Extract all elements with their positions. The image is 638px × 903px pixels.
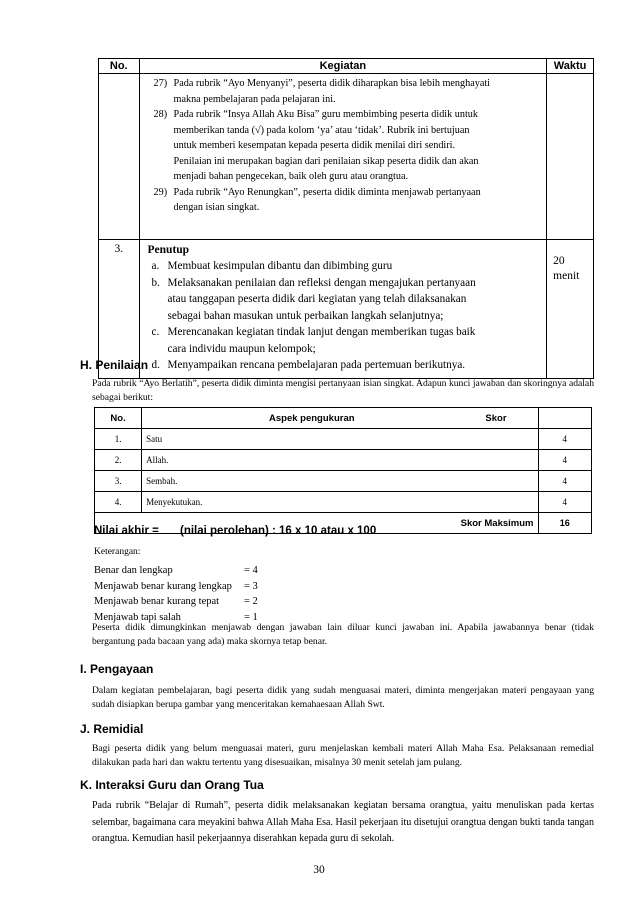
score-no: 4. <box>95 492 142 513</box>
score-no: 2. <box>95 450 142 471</box>
score-value: 4 <box>538 492 592 513</box>
table-row <box>95 450 592 471</box>
row-no: 3. <box>99 240 140 379</box>
penutup-title: Penutup <box>147 244 190 256</box>
activity-item <box>154 185 543 216</box>
activity-line: menjadi bahan pengecekan, baik oleh guru atau orangtua. <box>173 171 409 182</box>
penutup-line: Merencanakan kegiatan tindak lanjut dengan memberikan tugas baik <box>167 326 476 338</box>
activity-table-header <box>99 59 594 74</box>
header-no: No. <box>99 59 140 74</box>
table-row <box>95 471 592 492</box>
nilai-formula: (nilai perolehan) : 16 x 10 atau x 100 <box>180 525 377 537</box>
table-row <box>95 429 592 450</box>
section-heading-pengayaan: I. Pengayaan <box>80 662 154 676</box>
activity-item <box>154 76 543 107</box>
penutup-letter: b. <box>151 276 160 289</box>
penutup-line: Melaksanakan penilaian dan refleksi dengan mengajukan pertanyaan <box>167 276 476 289</box>
activity-item <box>154 107 543 185</box>
keterangan-score: = 1 <box>244 611 258 623</box>
waktu-value: 20 <box>553 255 565 267</box>
activity-line: Pada rubrik “Ayo Renungkan”, peserta didik diminta menjawab pertanyaan <box>173 186 481 198</box>
activity-line: dengan isian singkat. <box>173 202 260 213</box>
penutup-line: atau tanggapan peserta didik dari kegiatan yang telah dilaksanakan <box>167 293 467 305</box>
interaksi-text: Pada rubrik “Belajar di Rumah”, peserta didik melaksanakan kegiatan bersama orangtua, yaitu menuliskan pada kertas selembar, bagaimana cara meyakini bahwa Allah Maha Esa. Hasil pekerjaan itu disetujui orangtua dengan bukti tanda tangan orangtua. Kemudian hasil pekerjaannya diserahkan kepada guru di sekolah. <box>92 800 594 844</box>
activity-text <box>174 185 481 216</box>
pengayaan-text: Dalam kegiatan pembelajaran, bagi peserta didik yang sudah menguasai materi, diminta mengerjakan materi pengayaan yang sudah disiapkan berupa gambar yang menceritakan kemahaesaan Allah Swt. <box>92 685 594 710</box>
penutup-item <box>152 275 543 325</box>
keterangan-item: Menjawab tapi salah <box>94 611 181 623</box>
activity-line: Pada rubrik “Ayo Menyanyi”, peserta didik diharapkan bisa lebih menghayati <box>173 78 491 89</box>
header-kegiatan: Kegiatan <box>139 59 547 74</box>
penutup-cell <box>139 240 547 379</box>
score-no: 3. <box>95 471 142 492</box>
table-row <box>99 240 594 379</box>
penutup-letter: a. <box>151 260 160 272</box>
activity-number: 29) <box>153 186 168 198</box>
remidial-text: Bagi peserta didik yang belum menguasai materi, guru menjelaskan kembali materi Allah Maha Esa. Pelaksanaan remedial dilakukan pada hari dan waktu tertentu yang disesuaikan, misalnya 30 menit setelah jam pulang. <box>92 743 594 768</box>
activity-line: makna pembelajaran pada pelajaran ini. <box>173 93 336 105</box>
keterangan-label: Keterangan: <box>94 547 141 557</box>
keterangan-score: = 2 <box>244 596 258 607</box>
keterangan-item: Benar dan lengkap <box>94 565 173 576</box>
waktu-cell <box>547 240 594 379</box>
score-no: 1. <box>95 429 142 450</box>
penutup-item <box>152 258 543 275</box>
score-header-aspek: Aspek pengukuran <box>142 408 482 429</box>
score-value: 4 <box>538 429 592 450</box>
activity-line: untuk memberi kesempatan kepada peserta didik menilai diri sendiri. <box>173 140 456 151</box>
score-header-no: No. <box>95 408 142 429</box>
penutup-text <box>168 258 393 275</box>
keterangan-score: = 4 <box>244 565 258 576</box>
score-table <box>94 407 592 534</box>
section-heading-interaksi: K. Interaksi Guru dan Orang Tua <box>80 778 264 792</box>
penutup-line: sebagai bahan masukan untuk perbaikan langkah selanjutnya; <box>167 309 444 322</box>
activity-line: Penilaian ini merupakan bagian dari penilaian sikap peserta didik dan akan <box>173 155 479 167</box>
score-aspek: Sembah. <box>142 471 538 492</box>
section-heading-penilaian: H. Penilaian <box>80 358 149 372</box>
penutup-text <box>168 357 466 374</box>
score-aspek: Allah. <box>142 450 538 471</box>
activity-text <box>174 76 490 107</box>
activity-number: 28) <box>153 109 168 120</box>
penutup-item <box>152 357 543 374</box>
penutup-text <box>168 275 476 325</box>
table-row <box>95 492 592 513</box>
score-max-value: 16 <box>538 513 592 534</box>
activity-line: Pada rubrik “Insya Allah Aku Bisa” guru membimbing peserta didik untuk <box>173 109 478 120</box>
activity-line: memberikan tanda (√) pada kolom ‘ya’ atau ‘tidak’. Rubrik ini bertujuan <box>173 124 470 136</box>
waktu-unit: menit <box>553 270 580 282</box>
page-number: 30 <box>313 864 325 876</box>
section-heading-remidial: J. Remidial <box>80 722 144 736</box>
penilaian-note: Peserta didik dimungkinkan menjawab dengan jawaban lain diluar kunci jawaban ini. Apabila jawabannya benar (tidak bergantung pada bacaan yang ada) maka skornya tetap benar. <box>92 622 594 647</box>
score-value: 4 <box>538 450 592 471</box>
score-value: 4 <box>538 471 592 492</box>
score-table-header <box>95 408 592 429</box>
penilaian-intro: Pada rubrik “Ayo Berlatih”, peserta didik diminta mengisi pertanyaan isian singkat. Adapun kunci jawaban dan skoringnya adalah sebagai berikut: <box>92 378 594 403</box>
score-max-label: Skor Maksimum <box>95 513 539 534</box>
penutup-line: Membuat kesimpulan dibantu dan dibimbing guru <box>167 260 393 272</box>
activity-text <box>174 107 479 185</box>
activity-number: 27) <box>153 78 168 89</box>
keterangan-item: Menjawab benar kurang tepat <box>94 596 220 607</box>
activity-list <box>139 74 547 240</box>
keterangan-score: = 3 <box>244 580 258 592</box>
penutup-letter: c. <box>151 326 160 338</box>
score-header-skor: Skor <box>481 408 538 429</box>
nilai-akhir-label: Nilai akhir = <box>94 525 159 537</box>
header-waktu: Waktu <box>547 59 594 74</box>
penutup-letter: d. <box>151 359 160 371</box>
score-aspek: Satu <box>142 429 538 450</box>
penutup-item <box>152 324 543 357</box>
score-aspek: Menyekutukan. <box>142 492 538 513</box>
penutup-text <box>168 324 476 357</box>
table-row <box>99 74 594 240</box>
penutup-line: Menyampaikan rencana pembelajaran pada pertemuan berikutnya. <box>167 359 466 371</box>
penutup-line: cara individu maupun kelompok; <box>167 342 316 355</box>
keterangan-item: Menjawab benar kurang lengkap <box>94 580 232 592</box>
activity-table <box>98 58 594 379</box>
